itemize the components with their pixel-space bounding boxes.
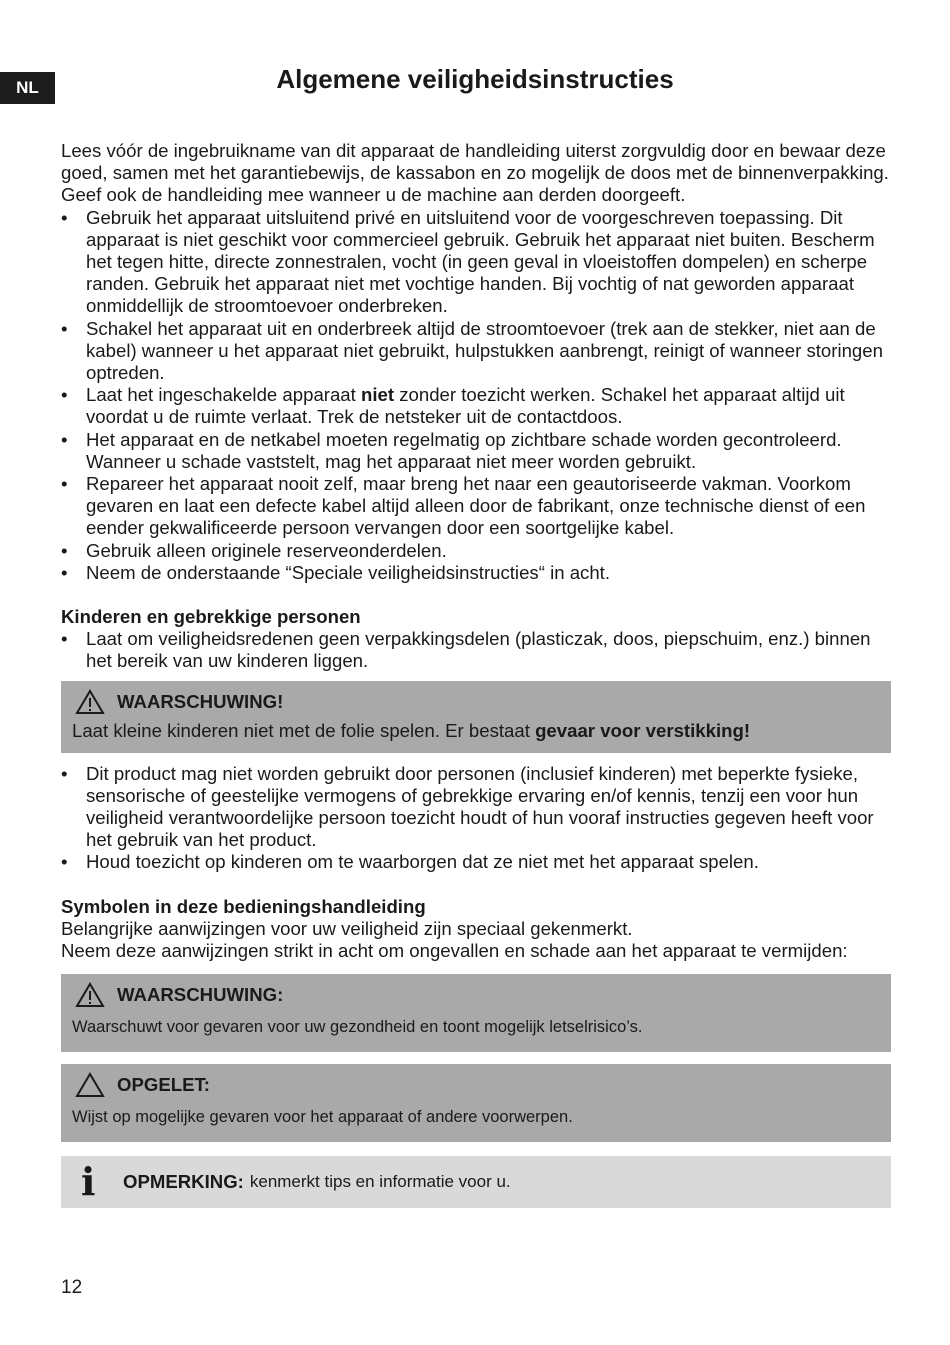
list-item: • Dit product mag niet worden gebruikt door personen (inclusief kinderen) met beperkte fysieke, sensorische of geestelijke vermogens of gebrekkige ervaring en/of kennis, tenzij een voor hun veiligheid verantwoordelijke persoon toezicht houdt of hun vooraf instructies gegeven heeft voor het gebruik van het product.: [61, 763, 891, 852]
symbol-note-text: kenmerkt tips en informatie voor u.: [249, 1172, 511, 1192]
list-item: • Houd toezicht op kinderen om te waarborgen dat ze niet met het apparaat spelen.: [61, 851, 891, 873]
language-tab: NL: [0, 72, 55, 104]
children-heading: Kinderen en gebrekkige personen: [61, 606, 361, 628]
list-item-text: zonder toezicht werken. Schakel het apparaat altijd uit voordat u de ruimte verlaat. Trek de netsteker uit de contactdoos.: [86, 384, 845, 428]
symbol-warning-title: WAARSCHUWING:: [117, 984, 284, 1006]
list-item: • Schakel het apparaat uit en onderbreek altijd de stroomtoevoer (trek aan de stekker, niet aan de kabel) wanneer u het apparaat niet gebruikt, hulpstukken aanbrengt, reinigt of wanneer storingen optreden.: [61, 318, 891, 385]
list-item: [61, 384, 891, 428]
symbol-warning-text: Waarschuwt voor gevaren voor uw gezondheid en toont mogelijk letselrisico’s.: [72, 1018, 643, 1037]
list-item: • Het apparaat en de netkabel moeten regelmatig op zichtbare schade worden gecontroleerd. Wanneer u schade vaststelt, mag het apparaat niet meer worden gebruikt.: [61, 429, 891, 473]
symbol-caution-header: [72, 1070, 880, 1100]
list-item: • Repareer het apparaat nooit zelf, maar breng het naar een geautoriseerde vakman. Voorkom gevaren en laat een defecte kabel altijd alleen door de fabrikant, onze technische dienst of een eender gekwalificeerde persoon vervangen door een soortgelijke kabel.: [61, 473, 891, 540]
symbol-note-title: OPMERKING:: [123, 1171, 244, 1193]
children-list: [61, 628, 891, 672]
symbols-intro: Belangrijke aanwijzingen voor uw veiligheid zijn speciaal gekenmerkt.: [61, 917, 633, 939]
symbols-heading: Symbolen in deze bedieningshandleiding: [61, 895, 426, 917]
warning-text: Laat kleine kinderen niet met de folie spelen. Er bestaat: [72, 719, 536, 741]
warning-triangle-icon: [75, 689, 105, 715]
list-item: • Laat om veiligheidsredenen geen verpakkingsdelen (plasticzak, doos, piepschuim, enz.) binnen het bereik van uw kinderen liggen.: [61, 628, 891, 672]
list-item-text: Laat het ingeschakelde apparaat: [86, 384, 361, 406]
general-safety-list: [61, 207, 891, 584]
info-icon: i: [81, 1159, 96, 1205]
symbol-caution-title: OPGELET:: [117, 1074, 210, 1096]
caution-triangle-icon: [75, 1072, 105, 1098]
warning-box: [61, 681, 891, 753]
warning-box-header: [72, 687, 880, 717]
symbol-caution-text: Wijst op mogelijke gevaren voor het apparaat of andere voorwerpen.: [72, 1108, 573, 1127]
main-content: [61, 140, 891, 1208]
children-list-2: [61, 763, 891, 874]
intro-paragraph: Lees vóór de ingebruikname van dit apparaat de handleiding uiterst zorgvuldig door en bewaar deze goed, samen met het garantiebewijs, de kassabon en zo mogelijk de doos met de binnenverpakking. Geef ook de handleiding mee wanneer u de machine aan derden doorgeeft.: [61, 140, 889, 206]
warning-triangle-icon: [75, 982, 105, 1008]
page-number: 12: [61, 1277, 83, 1298]
symbols-intro: Neem deze aanwijzingen strikt in acht om ongevallen en schade aan het apparaat te vermijden:: [61, 940, 848, 962]
symbol-caution-box: [61, 1064, 891, 1142]
warning-box-text: [72, 719, 880, 743]
warning-emphasis: gevaar voor verstikking!: [535, 719, 751, 741]
page-title: Algemene veiligheidsinstructies: [276, 64, 674, 94]
warning-box-title: WAARSCHUWING!: [117, 690, 284, 712]
symbol-warning-box: [61, 974, 891, 1052]
list-item: • Neem de onderstaande “Speciale veiligheidsinstructies“ in acht.: [61, 562, 891, 584]
symbol-warning-header: [72, 980, 880, 1010]
symbol-note-box: [61, 1156, 891, 1208]
emphasis-text: niet: [360, 384, 395, 406]
list-item: • Gebruik alleen originele reserveonderdelen.: [61, 540, 891, 562]
list-item: • Gebruik het apparaat uitsluitend privé en uitsluitend voor de voorgeschreven toepassing. Dit apparaat is niet geschikt voor commercieel gebruik. Gebruik het apparaat niet buiten. Bescherm het tegen hitte, directe zonnestralen, vocht (in geen geval in vloeistoffen dompelen) en scherpe randen. Gebruik het apparaat niet met vochtige handen. Bij vochtig of nat geworden apparaat onmiddellijk de stroomtoevoer onderbreken.: [61, 207, 891, 318]
